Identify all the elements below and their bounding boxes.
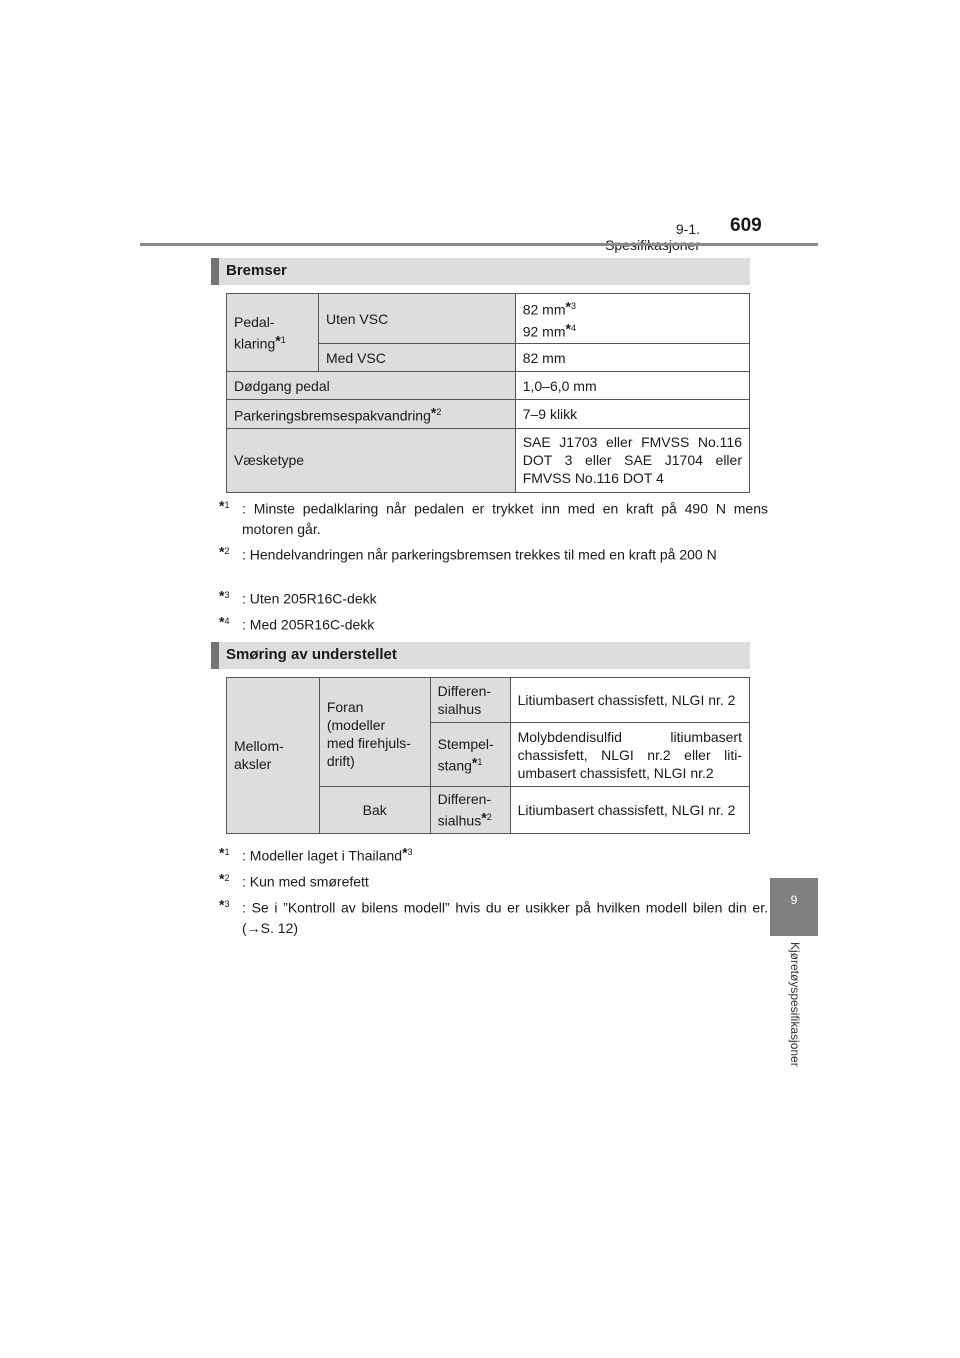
differensialhus-label-2: Differen- sialhus*$^2$ — [430, 787, 510, 834]
page-number: 609 — [730, 215, 762, 236]
parkering-label-cell: Parkeringsbremsespakvandring*$^2$ — [227, 400, 516, 429]
vaesketype-label: Væsketype — [227, 428, 516, 492]
differensialhus-value-1: Litiumbasert chassisfett, NLGI nr. 2 — [510, 678, 749, 723]
chapter-title-vertical — [775, 942, 815, 1102]
section-title: 9-1. — [675, 221, 700, 237]
med-vsc-label: Med VSC — [318, 344, 515, 372]
bremser-title: Bremser — [226, 262, 287, 279]
bremser-note-2: *$^2$ : Hendelvandringen når parkeringsbremsen trekkes til med en kraft på 200 N — [219, 543, 717, 563]
dodgang-value: 1,0–6,0 mm — [515, 372, 749, 400]
smoring-heading — [211, 642, 750, 669]
smoring-table — [226, 677, 750, 834]
bremser-note-3: *$^3$ : Uten 205R16C-dekk — [219, 587, 377, 607]
differensialhus-label-1: Differen- sialhus — [430, 678, 510, 723]
stempelstang-label: Stempel- stang*$^1$ — [430, 723, 510, 787]
header-divider — [140, 243, 818, 246]
bremser-table — [226, 293, 750, 493]
heading-bar — [211, 642, 219, 669]
uten-vsc-label: Uten VSC — [318, 294, 515, 344]
parkering-value: 7–9 klikk — [515, 400, 749, 429]
smoring-note-1: *$^1$ : Modeller laget i Thailand*$^3$ — [219, 844, 413, 864]
mellomaksler-label: Mellom- aksler — [227, 678, 320, 834]
smoring-note-3: *$^3$ : Se i ”Kontroll av bilens modell” hvis du er usikker på hvilken modell bilen din er. (→S. 12) — [219, 896, 768, 936]
vaesketype-value: SAE J1703 eller FMVSS No.116 DOT 3 eller SAE J1704 eller FMVSS No.116 DOT 4 — [515, 428, 749, 492]
pedal-klaring-label: Pedal- klaring — [234, 313, 276, 352]
med-vsc-value: 82 mm — [515, 344, 749, 372]
dodgang-label: Dødgang pedal — [227, 372, 516, 400]
bremser-note-4: *$^4$ : Med 205R16C-dekk — [219, 613, 375, 633]
uten-vsc-value: 82 mm*$^3$ 92 mm*$^4$ — [515, 294, 749, 344]
smoring-title: Smøring av understellet — [226, 646, 397, 663]
stempelstang-value: Molybdendisulfid litiumbasert chassisfett, NLGI nr.2 eller liti-umbasert chassisfett, NLGI nr.2 — [510, 723, 749, 787]
bremser-heading — [211, 258, 750, 285]
pedal-klaring-cell: Pedal- klaring*$^1$ — [227, 294, 319, 372]
differensialhus-value-2: Litiumbasert chassisfett, NLGI nr. 2 — [510, 787, 749, 834]
smoring-note-2: *$^2$ : Kun med smørefett — [219, 870, 369, 890]
bak-label: Bak — [319, 787, 430, 834]
heading-bar — [211, 258, 219, 285]
foran-label: Foran (modeller med firehjuls- drift) — [319, 678, 430, 787]
chapter-title: Kjøretøyspesifikasjoner — [788, 942, 802, 1067]
bremser-note-1: *$^1$ : Minste pedalklaring når pedalen er trykket inn med en kraft på 490 N mens motoren går. — [219, 497, 768, 537]
chapter-tab: 9 — [770, 878, 818, 936]
